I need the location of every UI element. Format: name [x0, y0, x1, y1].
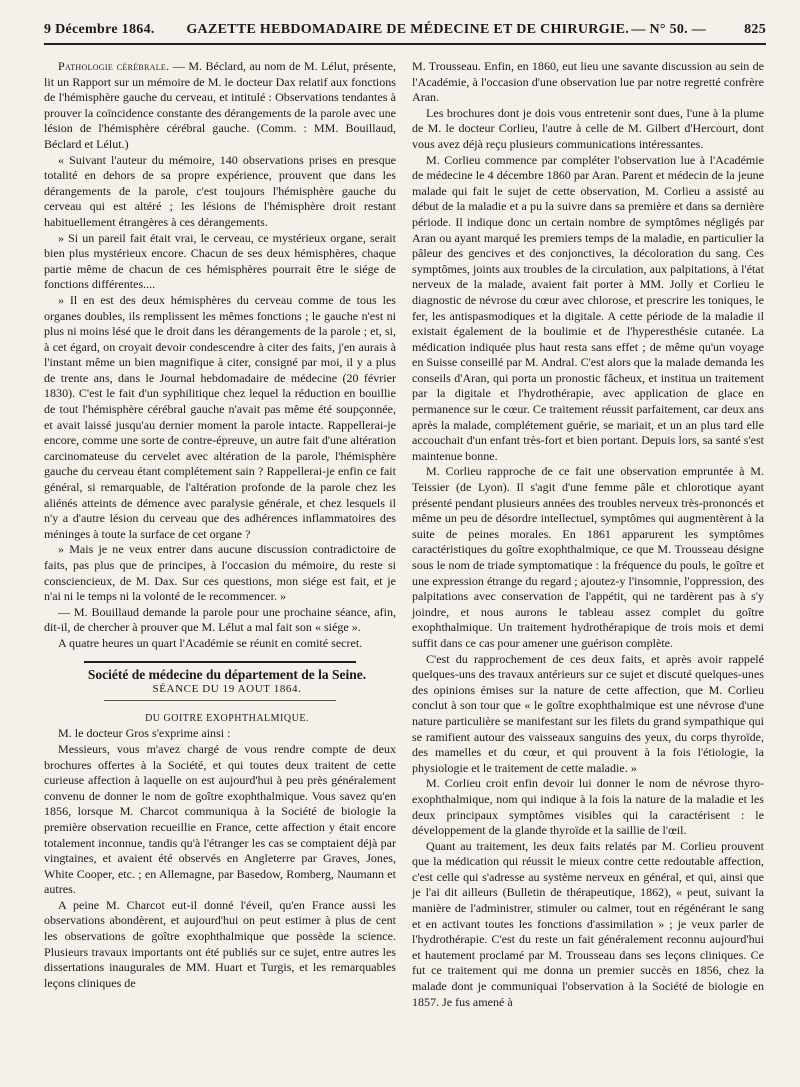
section-divider: [84, 661, 356, 663]
header-date: 9 Décembre 1864.: [44, 22, 155, 37]
seance-date: SÉANCE DU 19 AOUT 1864.: [152, 683, 302, 696]
section-title: Société de médecine du département de la Seine.: [87, 666, 367, 682]
page-header: [44, 22, 766, 45]
paragraph: » Il en est des deux hémisphères du cerveau comme de tous les organes doubles, ils remplissent les mêmes fonctions ; le gauche n'est ni plus ni moins lésé que le droit dans les dérangements de la parole ; et, si, à cet égard, on croyait devoir condescendre à citer des faits, j'en aurais à l'instant même un bien magnifique à citer, consigné par moi, il y a plus de trente ans, dans le Journal hebdomadaire de médecine (20 février 1830). C'est le fait d'un syphilitique chez lequel la réduction en bouillie de tout l'hémisphère cérébral gauche n'avait pas même été soupçonnée, et avait laissé jusqu'au dernier moment la parole intacte. Rappellerai-je encore, comme une sorte de contre-épreuve, un autre fait d'une altération carcinomateuse du cervelet avec altération de la parole, l'hémisphère gauche du cerveau étant complétement sain ? Rappellerai-je enfin ce fait général, si remarquable, de l'altération profonde de la parole chez les aliénés atteints de démence avec paralysie générale, et chez lesquels il n'y a d'autre lésion du cerveau que des adhérences inflammatoires des méninges à toute la surface de cet organe ?: [44, 292, 396, 541]
columns: [44, 59, 766, 1010]
paragraph: Quant au traitement, les deux faits relatés par M. Corlieu prouvent que la médication qui réussit le mieux contre cette redoutable affection, c'est celle qui s'adresse au système nerveux en général, et qui, ainsi que je l'ai dit ailleurs (Bulletin de thérapeutique, 1862), « peut, suivant la manière de l'administrer, stimuler ou calmer, tout en régénérant le sang et en activant toutes les fonctions d'assimilation » ; je veux parler de l'hydrothérapie. C'est du reste un fait généralement reconnu aujourd'hui et hautement proclamé par M. Trousseau dans ses leçons cliniques. Ce fut ce traitement qui me donna un premier succès en 1856, chez la malade dont je communiquai l'observation à la Société de biologie en 1857. Je fus amené à: [412, 838, 764, 1009]
right-column: [412, 59, 764, 1010]
paragraph: C'est du rapprochement de ces deux faits, et après avoir rappelé quelques-uns des travaux antérieurs sur ce sujet et discuté quelques-unes des opinions émises sur la nature de cette affection, que M. Corlieu conclut à son tour que « le goître exophthalmique est une névrose d'une nature particulière se manifestant sur les filets du grand sympathique qui se ramifient autour des vaisseaux sanguins des yeux, du corps thyroïde, des mamelles et du cœur, et qui prouvent à la fois l'étiologie, la physiologie et le traitement de cette maladie. »: [412, 651, 764, 775]
paragraph: M. le docteur Gros s'exprime ainsi :: [58, 726, 231, 741]
paragraph: A quatre heures un quart l'Académie se réunit en comité secret.: [58, 635, 363, 650]
thin-divider: [104, 700, 336, 701]
header-title: GAZETTE HEBDOMADAIRE DE MÉDECINE ET DE CHIRURGIE.: [186, 22, 630, 37]
paragraph: Les brochures dont je dois vous entretenir sont dues, l'une à la plume de M. le docteur Corlieu, l'autre à celle de M. Gilbert d'Hercourt, dont vous avez déjà reçu plusieurs communications intéressantes.: [412, 105, 764, 151]
paragraph: » Mais je ne veux entrer dans aucune discussion contradictoire de faits, pas plus que de principes, à l'occasion du mémoire, du reste si consciencieux, de M. Dax. Sur ces questions, mon siége est fait, et je n'ai ni le temps ni la volonté de le recommencer. »: [44, 542, 396, 604]
left-column: [44, 59, 396, 1010]
paragraph: « Suivant l'auteur du mémoire, 140 observations prises en presque totalité en dehors de sa propre expérience, prouvent que dans les dérangements de la parole, c'est toujours l'hémisphère gauche du cerveau qui est altéré ; les lésions de l'hémisphère droit restant habituellement étrangères à ces dérangements.: [44, 152, 396, 229]
paragraph: M. Corlieu rapproche de ce fait une observation empruntée à M. Teissier (de Lyon). Il s'agit d'une femme pâle et chlorotique ayant présenté pendant plusieurs années des troubles nerveux très-prononcés et même un peu de désordre intellectuel, symptômes qui augmentèrent à la suite de peines morales. En 1861 apparurent les symptômes caractéristiques du goître exophthalmique, ce que M. Trousseau désigne sous le nom de triade symptomatique : la fréquence du pouls, le goître et une expression étrange du regard ; ajoutez-y l'insomnie, l'oppression, des palpitations avec conservation de l'appétit, qui ne tardèrent pas à s'y joindre, et nous aurons le tableau assez complet du goître exophthalmique. Un traitement hydrothérapique de trois mois et demi suffit dans ce cas pour amener une guérison complète.: [412, 464, 764, 650]
paragraph: A peine M. Charcot eut-il donné l'éveil, qu'en France aussi les observations abondèrent, et aujourd'hui on peut estimer à plus de cent les observations de goître exophthalmique que possède la science. Plusieurs travaux importants ont été publiés sur ce sujet, entre autres les dissertations inaugurales de MM. Huart et Turgis, et les remarquables leçons cliniques de: [44, 897, 396, 990]
header-number: — N° 50. —: [631, 22, 707, 37]
paragraph: Messieurs, vous m'avez chargé de vous rendre compte de deux brochures offertes à la Société, et qui toutes deux traitent de cette curieuse affection à laquelle on est aujourd'hui à peu près généralement convenu de donner le nom de goître exophthalmique. Vous savez qu'en 1856, lorsque M. Charcot communiqua à la Société de biologie la première observation recueillie en France, cette affection y était encore totalement inconnue, tandis qu'à l'étranger les cas se comptaient déjà par vingtaines, et avaient été observés en Angleterre par Graves, Jones, White Cooper, etc. ; en Allemagne, par Basedow, Romberg, Naumann et autres.: [44, 741, 396, 897]
paragraph: » Si un pareil fait était vrai, le cerveau, ce mystérieux organe, serait bien plus mystérieux encore. Chacun de ses deux hémisphères, chaque partie même de chacun de ces hémisphères pourrait être le siége de fonctions différentes....: [44, 230, 396, 292]
paragraph: M. Trousseau. Enfin, en 1860, eut lieu une savante discussion au sein de l'Académie, à l'occasion d'une observation lue par notre regretté confrère Aran.: [412, 59, 764, 105]
paragraph: — M. Bouillaud demande la parole pour une prochaine séance, afin, dit-il, de chercher à prouver que M. Lélut a mal fait son « siége ».: [44, 604, 396, 635]
paragraph: M. Corlieu croit enfin devoir lui donner le nom de névrose thyro-exophthalmique, nom qui indique à la fois la nature de la maladie et les deux principaux symptômes visibles qui la caractérisent : le développement de la glande thyroïde et la saillie de l'œil.: [412, 776, 764, 838]
section-lead: Pathologie cérébrale.: [58, 59, 170, 73]
paragraph: — M. Béclard, au nom de M. Lélut, présente, lit un Rapport sur un mémoire de M. le docteur Dax relatif aux fonctions de l'hémisphère gauche du cerveau, et intitulé : Observations tendantes à prouver la coïncidence constante des dérangements de la parole avec une lésion de l'hémisphère cérébral gauche. (Comm. : MM. Bouillaud, Béclard et Lélut.): [44, 59, 397, 151]
header-page: 825: [744, 22, 766, 37]
article-subheading: DU GOITRE EXOPHTHALMIQUE.: [145, 712, 309, 724]
paragraph: M. Corlieu commence par compléter l'observation lue à l'Académie de médecine le 4 décembre 1860 par Aran. Parent et médecin de la jeune malade qui fait le sujet de cette observation, M. Corlieu a assisté au début de la maladie et a pu la suivre dans sa première et dans sa dernière période. Il indique donc un certain nombre de symptômes négligés par Aran ou ayant marqué les premiers temps de la maladie, en particulier la pâleur des gencives et des conjonctives, la décoloration du sang. Ces symptômes, joints aux troubles de la circulation, aux palpitations, à l'état nerveux de la malade, avaient fait porter à MM. Jolly et Corlieu le diagnostic de névrose du cœur avec chlorose, et prescrire les toniques, le fer, les antispasmodiques et la digitale. A cette période de la maladie il existait également de la boulimie et de l'hyperesthésie cutanée. La médication indiquée plus haut resta sans effet ; de même qu'un voyage en Suisse conseillé par M. Andral. C'est alors que la malade demanda les conseils d'Aran, qui porta un pronostic fâcheux, et institua un traitement par la digitale et l'hydrothérapie, avec application de glace en permanence sur le cœur. Ce traitement réussit parfaitement, car deux ans après la malade, complétement guérie, se mariait, et un an plus tard elle accouchait d'un enfant très-fort et bien portant. Depuis lors, sa santé s'est maintenue bonne.: [412, 152, 764, 463]
